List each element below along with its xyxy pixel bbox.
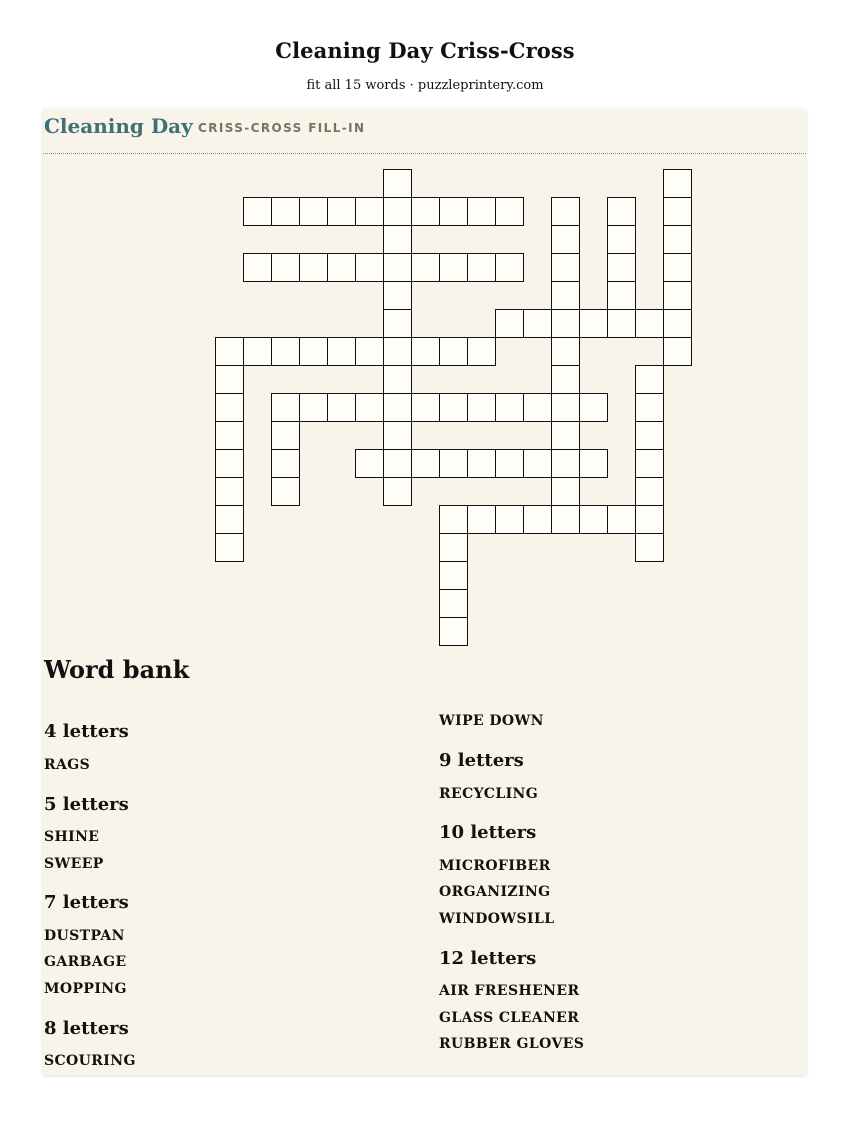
word-group-heading: 7 letters [44,892,129,913]
grid-cell[interactable] [607,309,636,338]
grid-cell[interactable] [383,197,412,226]
grid-cell[interactable] [439,617,468,646]
grid-cell[interactable] [411,393,440,422]
grid-cell[interactable] [411,449,440,478]
grid-cell[interactable] [663,169,692,198]
word-bank-word: RECYCLING [439,786,539,802]
page-subtitle: fit all 15 words · puzzleprintery.com [306,78,544,93]
grid-cell[interactable] [607,281,636,310]
grid-cell[interactable] [607,253,636,282]
grid-cell[interactable] [607,225,636,254]
grid-cell[interactable] [355,393,384,422]
grid-cell[interactable] [579,449,608,478]
grid-cell[interactable] [635,393,664,422]
grid-cell[interactable] [383,421,412,450]
grid-cell[interactable] [299,253,328,282]
grid-cell[interactable] [215,449,244,478]
grid-cell[interactable] [495,505,524,534]
grid-cell[interactable] [383,225,412,254]
word-bank-word: MOPPING [44,981,127,997]
grid-cell[interactable] [271,253,300,282]
grid-cell[interactable] [551,505,580,534]
grid-cell[interactable] [579,393,608,422]
grid-cell[interactable] [411,253,440,282]
grid-cell[interactable] [467,337,496,366]
grid-cell[interactable] [523,309,552,338]
grid-cell[interactable] [663,197,692,226]
grid-cell[interactable] [215,421,244,450]
grid-cell[interactable] [355,337,384,366]
grid-cell[interactable] [495,309,524,338]
grid-cell[interactable] [495,197,524,226]
grid-cell[interactable] [607,197,636,226]
grid-cell[interactable] [271,337,300,366]
grid-cell[interactable] [439,253,468,282]
grid-cell[interactable] [383,365,412,394]
word-bank-word: GLASS CLEANER [439,1010,580,1026]
puzzle-brand: Cleaning Day [44,114,193,138]
grid-cell[interactable] [663,253,692,282]
grid-cell[interactable] [467,449,496,478]
grid-cell[interactable] [551,393,580,422]
grid-cell[interactable] [495,253,524,282]
grid-cell[interactable] [467,505,496,534]
grid-cell[interactable] [327,197,356,226]
word-group-heading: 9 letters [439,750,524,771]
grid-cell[interactable] [383,169,412,198]
grid-cell[interactable] [579,505,608,534]
grid-cell[interactable] [383,253,412,282]
grid-cell[interactable] [467,393,496,422]
grid-cell[interactable] [551,449,580,478]
grid-cell[interactable] [243,253,272,282]
puzzle-kicker: CRISS-CROSS FILL-IN [198,121,366,135]
grid-cell[interactable] [299,337,328,366]
grid-cell[interactable] [439,505,468,534]
word-bank-word: RAGS [44,757,91,773]
grid-cell[interactable] [271,393,300,422]
grid-cell[interactable] [215,393,244,422]
grid-cell[interactable] [215,505,244,534]
grid-cell[interactable] [243,337,272,366]
grid-cell[interactable] [635,505,664,534]
grid-cell[interactable] [467,253,496,282]
grid-cell[interactable] [607,505,636,534]
word-bank-word: MICROFIBER [439,858,551,874]
grid-cell[interactable] [355,253,384,282]
grid-cell[interactable] [383,281,412,310]
word-bank-word: DUSTPAN [44,928,125,944]
grid-cell[interactable] [635,533,664,562]
grid-cell[interactable] [215,365,244,394]
grid-cell[interactable] [271,477,300,506]
grid-cell[interactable] [355,449,384,478]
page-title: Cleaning Day Criss-Cross [275,38,575,63]
grid-cell[interactable] [439,337,468,366]
grid-cell[interactable] [635,309,664,338]
grid-cell[interactable] [635,477,664,506]
grid-cell[interactable] [551,281,580,310]
grid-cell[interactable] [467,197,496,226]
grid-cell[interactable] [551,225,580,254]
grid-cell[interactable] [551,337,580,366]
grid-cell[interactable] [327,393,356,422]
grid-cell[interactable] [215,477,244,506]
grid-cell[interactable] [663,337,692,366]
word-bank-word: SCOURING [44,1053,136,1069]
word-bank-word: RUBBER GLOVES [439,1036,585,1052]
grid-cell[interactable] [383,393,412,422]
grid-cell[interactable] [635,421,664,450]
grid-cell[interactable] [663,225,692,254]
grid-cell[interactable] [495,393,524,422]
word-group-heading: 8 letters [44,1018,129,1039]
grid-cell[interactable] [215,337,244,366]
grid-cell[interactable] [327,253,356,282]
grid-cell[interactable] [551,309,580,338]
grid-cell[interactable] [551,197,580,226]
grid-cell[interactable] [271,197,300,226]
grid-cell[interactable] [523,393,552,422]
grid-cell[interactable] [635,365,664,394]
word-bank-word: WIPE DOWN [439,713,544,729]
card-header [43,109,806,154]
grid-cell[interactable] [243,197,272,226]
grid-cell[interactable] [439,589,468,618]
grid-cell[interactable] [383,337,412,366]
word-bank-title: Word bank [44,655,190,684]
grid-cell[interactable] [271,421,300,450]
word-bank-word: AIR FRESHENER [439,983,580,999]
grid-cell[interactable] [383,449,412,478]
grid-cell[interactable] [355,197,384,226]
grid-cell[interactable] [439,393,468,422]
word-group-heading: 10 letters [439,822,537,843]
word-group-heading: 4 letters [44,721,129,742]
grid-cell[interactable] [439,449,468,478]
grid-cell[interactable] [439,561,468,590]
grid-cell[interactable] [439,533,468,562]
word-bank-word: SHINE [44,829,100,845]
grid-cell[interactable] [383,309,412,338]
grid-cell[interactable] [663,281,692,310]
grid-cell[interactable] [551,477,580,506]
grid-cell[interactable] [551,253,580,282]
grid-cell[interactable] [327,337,356,366]
grid-cell[interactable] [411,337,440,366]
grid-cell[interactable] [635,449,664,478]
word-bank-word: SWEEP [44,856,104,872]
grid-cell[interactable] [523,449,552,478]
grid-cell[interactable] [271,449,300,478]
word-group-heading: 12 letters [439,948,537,969]
grid-cell[interactable] [551,421,580,450]
grid-cell[interactable] [439,197,468,226]
grid-cell[interactable] [299,393,328,422]
grid-cell[interactable] [383,477,412,506]
grid-cell[interactable] [663,309,692,338]
grid-cell[interactable] [495,449,524,478]
grid-cell[interactable] [215,533,244,562]
word-bank-word: GARBAGE [44,954,127,970]
word-bank-word: ORGANIZING [439,884,551,900]
grid-cell[interactable] [299,197,328,226]
grid-cell[interactable] [551,365,580,394]
grid-cell[interactable] [411,197,440,226]
word-bank-word: WINDOWSILL [439,911,555,927]
grid-cell[interactable] [523,505,552,534]
puzzle-card [43,109,806,1075]
grid-cell[interactable] [579,309,608,338]
word-group-heading: 5 letters [44,794,129,815]
